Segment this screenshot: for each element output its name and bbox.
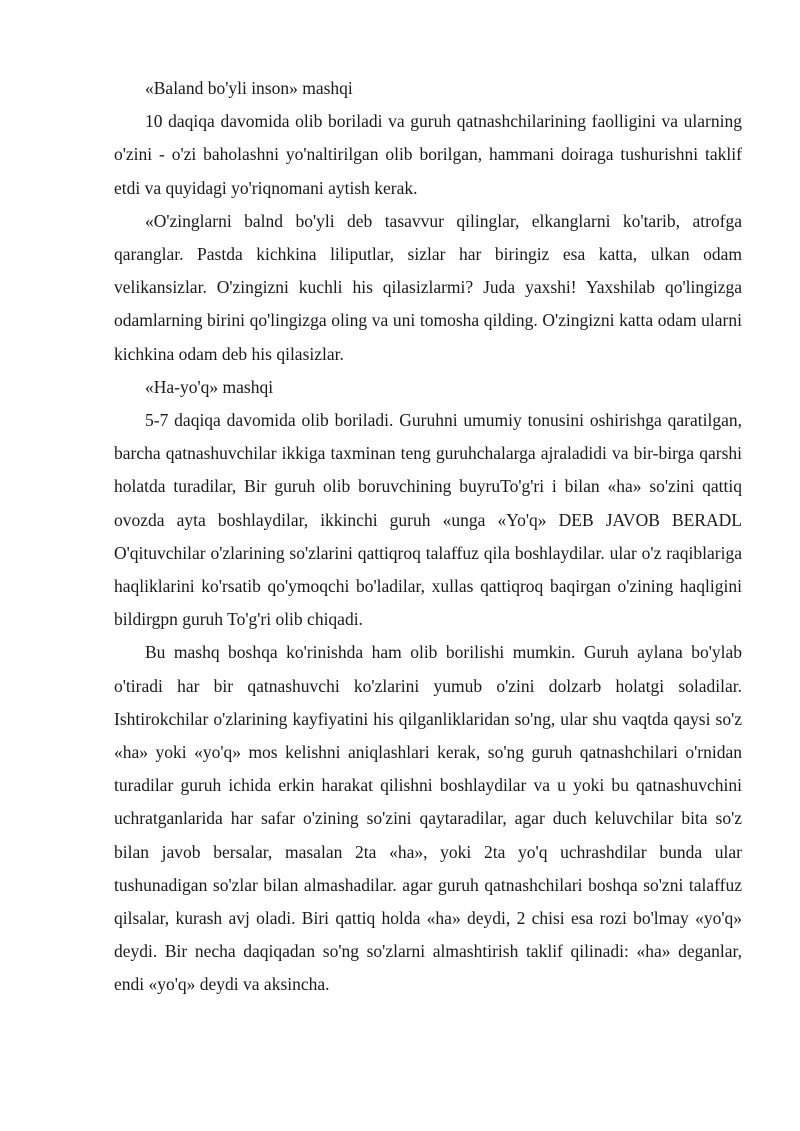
paragraph-yes-no-variant: Bu mashq boshqa ko'rinishda ham olib borilishi mumkin. Guruh aylana bo'ylab o'tiradi har bir qatnashuvchi ko'zlarini yumub o'zini dolzarb holatgi soladilar. Ishtirokchilar o'zlarining kayfiyatini his qilganliklaridan so'ng, ular shu vaqtda qaysi so'z «ha» yoki «yo'q» mos kelishni aniqlashlari kerak, so'ng guruh qatnashchilari o'rnidan turadilar guruh ichida erkin harakat qilishni boshlaydilar va u yoki bu qatnashuvchini uchratganlarida har safar o'zining so'zini qaytaradilar, agar duch keluvchilar bita so'z bilan javob bersalar, masalan 2ta «ha», yoki 2ta yo'q uchrashdilar bunda ular tushunadigan so'zlar bilan almashadilar. agar guruh qatnashchilari boshqa so'zni talaffuz qilsalar, kurash avj oladi. Biri qattiq holda «ha» deydi, 2 chisi esa rozi bo'lmay «yo'q» deydi. Bir necha daqiqadan so'ng so'zlarni almashtirish taklif qilinadi: «ha» deganlar, endi «yo'q» deydi va aksincha. bbox=[114, 642, 742, 995]
paragraph-yes-no-description: 5-7 daqiqa davomida olib boriladi. Guruhni umumiy tonusini oshirishga qaratilgan, barcha qatnashuvchilar ikkiga taxminan teng guruhchalarga ajraladidi va bir-birga qarshi holatda turadilar, Bir guruh olib boruvchining buyruTo'g'ri i bilan «ha» so'zini qattiq ovozda ayta boshlaydilar, ikkinchi guruh «unga «Yo'q» DEB JAVOB BERADL O'qituvchilar o'zlarining so'zlarini qattiqroq talaffuz qila boshlaydilar. ular o'z raqiblariga haqliklarini ko'rsatib qo'ymoqchi bo'ladilar, xullas qattiqroq baqirgan o'zining haqligini bildirgpn guruh To'g'ri olib chiqadi. bbox=[114, 410, 742, 630]
paragraph-duration-instructions: 10 daqiqa davomida olib boriladi va guruh qatnashchilarining faolligini va ularning o'zini - o'zi baholashni yo'naltirilgan olib borilgan, hammani doiraga tushurishni taklif etdi va quyidagi yo'riqnomani aytish kerak. bbox=[114, 111, 742, 198]
exercise-title-yes-no: «Ha-yo'q» mashqi bbox=[145, 376, 274, 397]
paragraph-instruction-quote: «O'zinglarni balnd bo'yli deb tasavvur qilinglar, elkanglarni ko'tarib, atrofga qaranglar. Pastda kichkina liliputlar, sizlar har biringiz esa katta, ulkan odam velikansizlar. O'zingizni kuchli his qilasizlarmi? Juda yaxshi! Yaxshilab qo'lingizga odamlarning birini qo'lingizga oling va uni tomosha qilding. O'zingizni katta odam ularni kichkina odam deb his qilasizlar. bbox=[114, 210, 742, 364]
exercise-title-tall-person: «Baland bo'yli inson» mashqi bbox=[145, 78, 353, 98]
document-page bbox=[114, 72, 742, 1002]
